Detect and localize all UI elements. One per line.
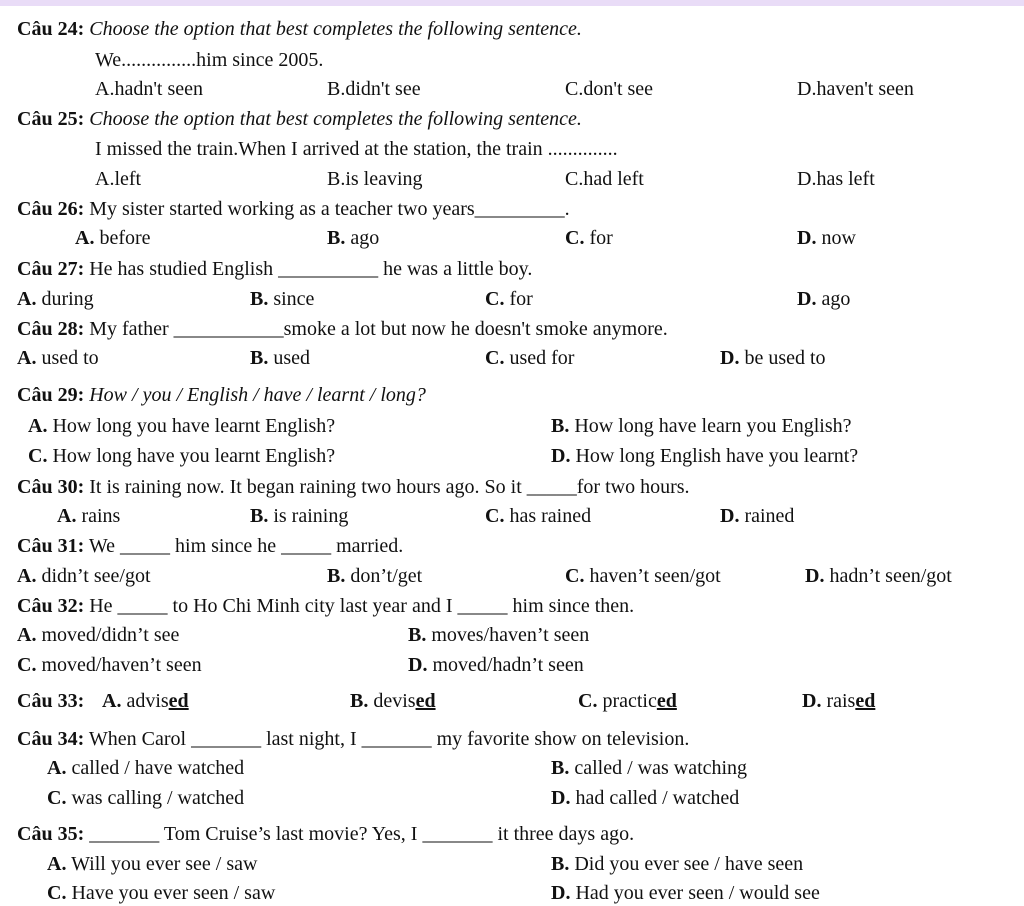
option-text: used to xyxy=(41,347,99,369)
option-text: hadn’t seen/got xyxy=(829,565,952,587)
option-b[interactable] xyxy=(551,756,747,780)
option-d[interactable] xyxy=(551,786,739,810)
option-letter: C. xyxy=(578,690,598,712)
option-d[interactable] xyxy=(797,287,850,311)
option-letter: B. xyxy=(551,757,570,779)
option-letter: C. xyxy=(485,347,505,369)
option-c[interactable]: C.don't see xyxy=(565,78,654,100)
question-29 xyxy=(17,383,426,407)
option-a[interactable] xyxy=(17,564,151,588)
question-number: Câu 31: xyxy=(17,535,85,557)
option-text: didn’t see/got xyxy=(41,565,151,587)
option-text: called / was watching xyxy=(574,757,748,779)
option-text: Did you ever see / have seen xyxy=(574,853,804,875)
option-text: How long have you learnt English? xyxy=(52,445,336,467)
question-text: My father ___________smoke a lot but now he doesn't smoke anymore. xyxy=(89,318,668,340)
question-27 xyxy=(17,257,532,281)
option-text: rained xyxy=(744,505,795,527)
option-text: Had you ever seen / would see xyxy=(575,882,820,904)
option-b[interactable]: B.is leaving xyxy=(327,168,423,190)
option-d[interactable] xyxy=(720,346,826,370)
option-text: Will you ever see / saw xyxy=(71,853,258,875)
question-number: Câu 24: xyxy=(17,18,85,40)
option-letter: D. xyxy=(720,347,740,369)
option-text: How long you have learnt English? xyxy=(52,415,336,437)
option-letter: B. xyxy=(327,227,346,249)
option-d[interactable]: D.has left xyxy=(797,168,875,190)
option-a[interactable] xyxy=(102,689,189,713)
option-d[interactable] xyxy=(551,881,820,905)
option-text: moved/hadn’t seen xyxy=(432,654,584,676)
option-d[interactable] xyxy=(797,226,856,250)
question-text: _______ Tom Cruise’s last movie? Yes, I _______ it three days ago. xyxy=(89,823,635,845)
option-c[interactable] xyxy=(17,653,202,677)
option-c[interactable] xyxy=(47,786,244,810)
option-c[interactable] xyxy=(28,444,335,468)
question-28 xyxy=(17,317,668,341)
question-number: Câu 28: xyxy=(17,318,85,340)
option-text: Have you ever seen / saw xyxy=(71,882,276,904)
option-b[interactable] xyxy=(250,504,348,528)
question-25 xyxy=(17,107,582,131)
option-letter: C. xyxy=(28,445,48,467)
option-letter: A. xyxy=(102,690,122,712)
option-c[interactable] xyxy=(578,689,677,713)
option-letter: A. xyxy=(47,757,67,779)
question-number: Câu 29: xyxy=(17,384,85,406)
option-text: How long have learn you English? xyxy=(574,415,852,437)
option-text: since xyxy=(273,288,315,310)
option-letter: D. xyxy=(720,505,740,527)
option-d[interactable]: D.haven't seen xyxy=(797,78,914,100)
question-31 xyxy=(17,534,403,558)
option-letter: C. xyxy=(565,227,585,249)
option-letter: A. xyxy=(17,565,37,587)
option-c[interactable] xyxy=(485,346,574,370)
option-letter: D. xyxy=(551,787,571,809)
option-text: now xyxy=(821,227,856,249)
option-text: used for xyxy=(509,347,575,369)
option-text: called / have watched xyxy=(71,757,245,779)
option-c[interactable]: C.had left xyxy=(565,168,644,190)
option-letter: A. xyxy=(75,227,95,249)
option-letter: C. xyxy=(485,505,505,527)
option-text: be used to xyxy=(744,347,826,369)
option-text: for xyxy=(509,288,533,310)
question-instruction: Choose the option that best completes the following sentence. xyxy=(89,18,582,40)
option-b[interactable] xyxy=(551,852,803,876)
question-number: Câu 33: xyxy=(17,690,85,712)
option-stem: advis xyxy=(126,690,169,712)
option-letter: A. xyxy=(47,853,67,875)
option-b[interactable] xyxy=(250,346,310,370)
question-text: It is raining now. It began raining two hours ago. So it _____for two hours. xyxy=(89,476,690,498)
option-stem: devis xyxy=(373,690,416,712)
option-b[interactable]: B.didn't see xyxy=(327,78,421,100)
option-c[interactable] xyxy=(485,504,591,528)
option-letter: A. xyxy=(17,624,37,646)
question-34 xyxy=(17,727,689,751)
question-35 xyxy=(17,822,634,846)
option-text: moved/didn’t see xyxy=(41,624,180,646)
option-d[interactable] xyxy=(720,504,794,528)
underlined-ending: ed xyxy=(168,690,189,712)
question-number: Câu 35: xyxy=(17,823,85,845)
option-a[interactable] xyxy=(17,623,179,647)
question-25-sentence: I missed the train.When I arrived at the station, the train .............. xyxy=(95,138,618,160)
question-number: Câu 27: xyxy=(17,258,85,280)
option-text: don’t/get xyxy=(350,565,423,587)
option-text: is raining xyxy=(273,505,349,527)
question-number: Câu 30: xyxy=(17,476,85,498)
question-24 xyxy=(17,17,582,41)
option-letter: C. xyxy=(47,882,67,904)
option-c[interactable] xyxy=(47,881,275,905)
option-letter: C. xyxy=(47,787,67,809)
option-a[interactable] xyxy=(47,756,244,780)
question-33 xyxy=(17,689,84,713)
option-letter: D. xyxy=(805,565,825,587)
option-stem: practic xyxy=(602,690,657,712)
option-d[interactable] xyxy=(805,564,952,588)
option-letter: D. xyxy=(797,227,817,249)
option-text: ago xyxy=(821,288,851,310)
option-b[interactable] xyxy=(250,287,314,311)
option-a[interactable] xyxy=(17,287,94,311)
question-number: Câu 25: xyxy=(17,108,85,130)
option-a[interactable] xyxy=(28,414,335,438)
option-a[interactable] xyxy=(47,852,257,876)
option-letter: D. xyxy=(551,882,571,904)
question-26 xyxy=(17,197,570,221)
option-text: has rained xyxy=(509,505,592,527)
option-stem: rais xyxy=(826,690,856,712)
underlined-ending: ed xyxy=(855,690,876,712)
option-letter: D. xyxy=(408,654,428,676)
option-letter: B. xyxy=(250,347,269,369)
option-d[interactable] xyxy=(551,444,858,468)
option-letter: D. xyxy=(797,288,817,310)
option-a[interactable]: A.left xyxy=(95,168,142,190)
option-text: moved/haven’t seen xyxy=(41,654,202,676)
option-letter: B. xyxy=(408,624,427,646)
option-a[interactable] xyxy=(57,504,120,528)
option-letter: C. xyxy=(485,288,505,310)
option-text: rains xyxy=(81,505,121,527)
option-text: How long English have you learnt? xyxy=(575,445,859,467)
option-letter: C. xyxy=(565,565,585,587)
option-b[interactable] xyxy=(327,226,379,250)
question-24-sentence: We...............him since 2005. xyxy=(95,49,324,71)
option-d[interactable] xyxy=(802,689,875,713)
option-text: had called / watched xyxy=(575,787,740,809)
option-text: before xyxy=(99,227,151,249)
option-text: used xyxy=(273,347,311,369)
option-letter: D. xyxy=(802,690,822,712)
option-a[interactable] xyxy=(75,226,151,250)
question-text: He has studied English __________ he was a little boy. xyxy=(89,258,533,280)
question-text: My sister started working as a teacher two years_________. xyxy=(89,198,570,220)
question-text: He _____ to Ho Chi Minh city last year and I _____ him since then. xyxy=(89,595,635,617)
option-b[interactable] xyxy=(350,689,436,713)
option-letter: B. xyxy=(551,415,570,437)
option-letter: A. xyxy=(57,505,77,527)
option-text: haven’t seen/got xyxy=(589,565,721,587)
underlined-ending: ed xyxy=(415,690,436,712)
option-letter: B. xyxy=(327,565,346,587)
option-a[interactable] xyxy=(17,346,99,370)
question-text: How / you / English / have / learnt / long? xyxy=(89,384,426,406)
question-text: When Carol _______ last night, I _______ my favorite show on television. xyxy=(88,728,690,750)
option-letter: D. xyxy=(551,445,571,467)
option-letter: A. xyxy=(17,288,37,310)
option-b[interactable] xyxy=(408,623,589,647)
option-a[interactable]: A.hadn't seen xyxy=(95,78,204,100)
option-c[interactable] xyxy=(565,564,721,588)
option-c[interactable] xyxy=(565,226,613,250)
question-number: Câu 26: xyxy=(17,198,85,220)
top-border-bar xyxy=(0,0,1024,6)
underlined-ending: ed xyxy=(656,690,677,712)
option-letter: B. xyxy=(250,288,269,310)
option-text: for xyxy=(589,227,613,249)
option-letter: C. xyxy=(17,654,37,676)
option-letter: A. xyxy=(28,415,48,437)
question-number: Câu 32: xyxy=(17,595,85,617)
option-text: during xyxy=(41,288,94,310)
option-text: was calling / watched xyxy=(71,787,245,809)
question-instruction: Choose the option that best completes the following sentence. xyxy=(89,108,582,130)
question-text: We _____ him since he _____ married. xyxy=(88,535,404,557)
option-letter: B. xyxy=(350,690,369,712)
option-text: moves/haven’t seen xyxy=(431,624,590,646)
option-c[interactable] xyxy=(485,287,533,311)
option-b[interactable] xyxy=(327,564,422,588)
option-b[interactable] xyxy=(551,414,852,438)
option-letter: B. xyxy=(551,853,570,875)
option-d[interactable] xyxy=(408,653,584,677)
option-text: ago xyxy=(350,227,380,249)
question-number: Câu 34: xyxy=(17,728,85,750)
option-letter: A. xyxy=(17,347,37,369)
question-30 xyxy=(17,475,690,499)
option-letter: B. xyxy=(250,505,269,527)
question-32 xyxy=(17,594,634,618)
